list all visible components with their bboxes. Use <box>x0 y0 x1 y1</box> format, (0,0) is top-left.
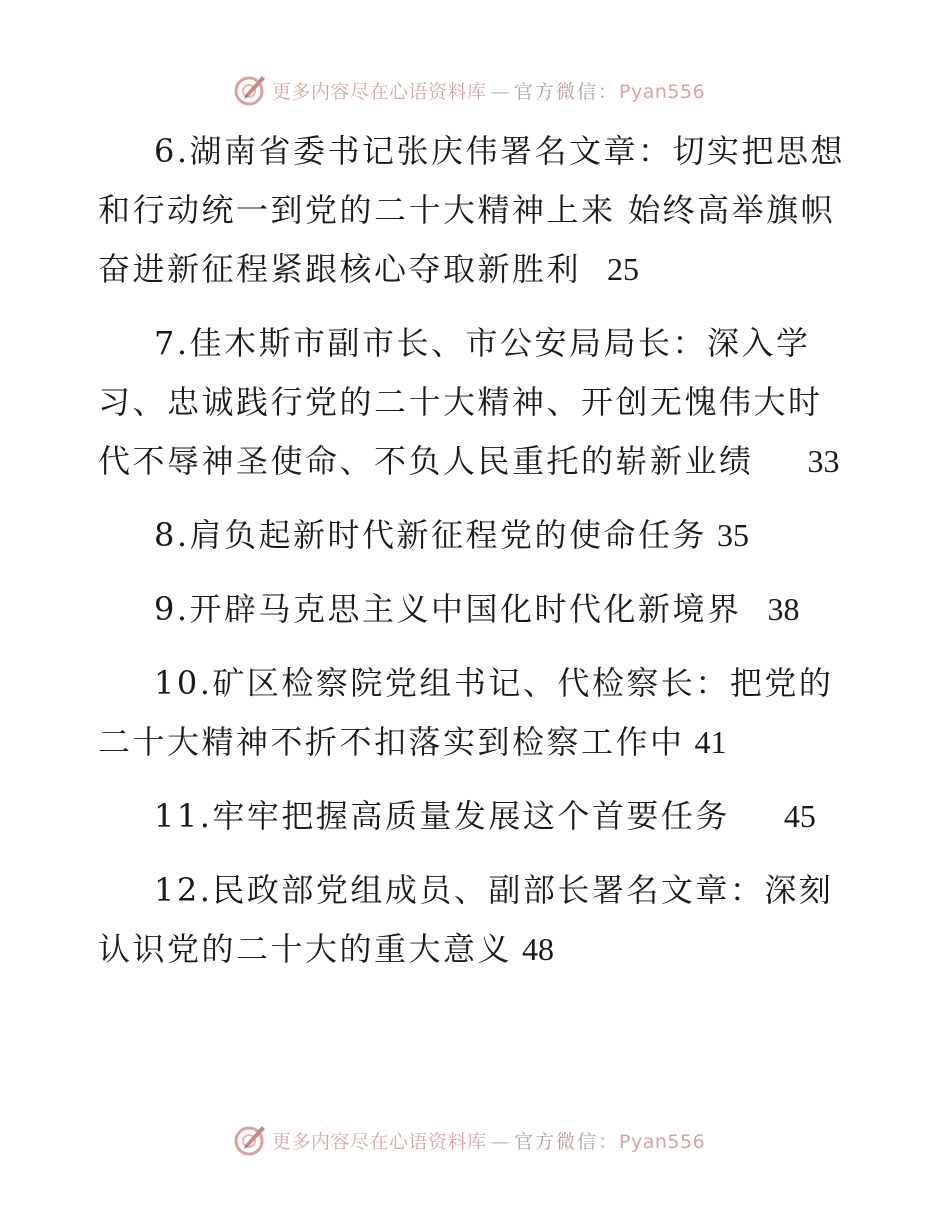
watermark-slogan: 更多内容尽在心语资料库 <box>272 1130 487 1153</box>
toc-entry-title: 肩负起新时代新征程党的使命任务 <box>189 516 708 554</box>
watermark-separator: — <box>490 80 511 103</box>
watermark-text <box>272 1127 705 1154</box>
toc-entry-page: 41 <box>694 724 727 760</box>
watermark-wechat-label: 官方微信： <box>514 1130 620 1153</box>
watermark-wechat-id: Pyan556 <box>619 1130 706 1153</box>
toc-entry-title: 矿区检察院党组书记、代检察长：把党的二十大精神不折不扣落实到检察工作中 <box>98 664 834 761</box>
toc-entry-12 <box>98 861 853 979</box>
toc-entry-page: 38 <box>767 591 800 627</box>
watermark-slogan: 更多内容尽在心语资料库 <box>272 80 487 103</box>
toc-entry-6 <box>98 122 853 299</box>
toc-entry-number: 6. <box>154 132 190 170</box>
watermark-logo-icon <box>232 1122 268 1158</box>
toc-entry-page: 33 <box>807 443 840 479</box>
toc-entry-number: 10. <box>154 664 213 702</box>
toc-entry-number: 11. <box>154 797 213 835</box>
watermark-header <box>232 70 705 110</box>
toc-entry-10 <box>98 654 853 772</box>
table-of-contents <box>98 122 853 994</box>
toc-entry-title: 湖南省委书记张庆伟署名文章：切实把思想和行动统一到党的二十大精神上来 始终高举旗帜奋进新征程紧跟核心夺取新胜利 <box>98 132 846 288</box>
toc-entry-7 <box>98 314 853 491</box>
watermark-footer <box>232 1120 705 1160</box>
toc-entry-page: 45 <box>783 798 816 834</box>
toc-entry-9 <box>98 580 853 639</box>
toc-entry-11 <box>98 787 853 846</box>
toc-entry-title: 开辟马克思主义中国化时代化新境界 <box>189 590 742 628</box>
toc-entry-page: 25 <box>607 251 640 287</box>
watermark-logo-icon <box>232 72 268 108</box>
toc-entry-page: 48 <box>522 931 555 967</box>
toc-entry-number: 12. <box>154 871 213 909</box>
toc-entry-title: 牢牢把握高质量发展这个首要任务 <box>212 797 730 835</box>
watermark-separator: — <box>490 1130 511 1153</box>
watermark-wechat-id: Pyan556 <box>619 80 706 103</box>
toc-entry-title: 民政部党组成员、副部长署名文章：深刻认识党的二十大的重大意义 <box>98 871 834 968</box>
toc-entry-number: 9. <box>154 590 190 628</box>
watermark-wechat-label: 官方微信： <box>514 80 620 103</box>
toc-entry-number: 7. <box>154 324 190 362</box>
toc-entry-number: 8. <box>154 516 190 554</box>
toc-entry-title: 佳木斯市副市长、市公安局局长：深入学习、忠诚践行党的二十大精神、开创无愧伟大时代不辱神圣使命、不负人民重托的崭新业绩 <box>98 324 823 480</box>
watermark-text <box>272 77 705 104</box>
toc-entry-8 <box>98 506 853 565</box>
toc-entry-page: 35 <box>717 517 750 553</box>
